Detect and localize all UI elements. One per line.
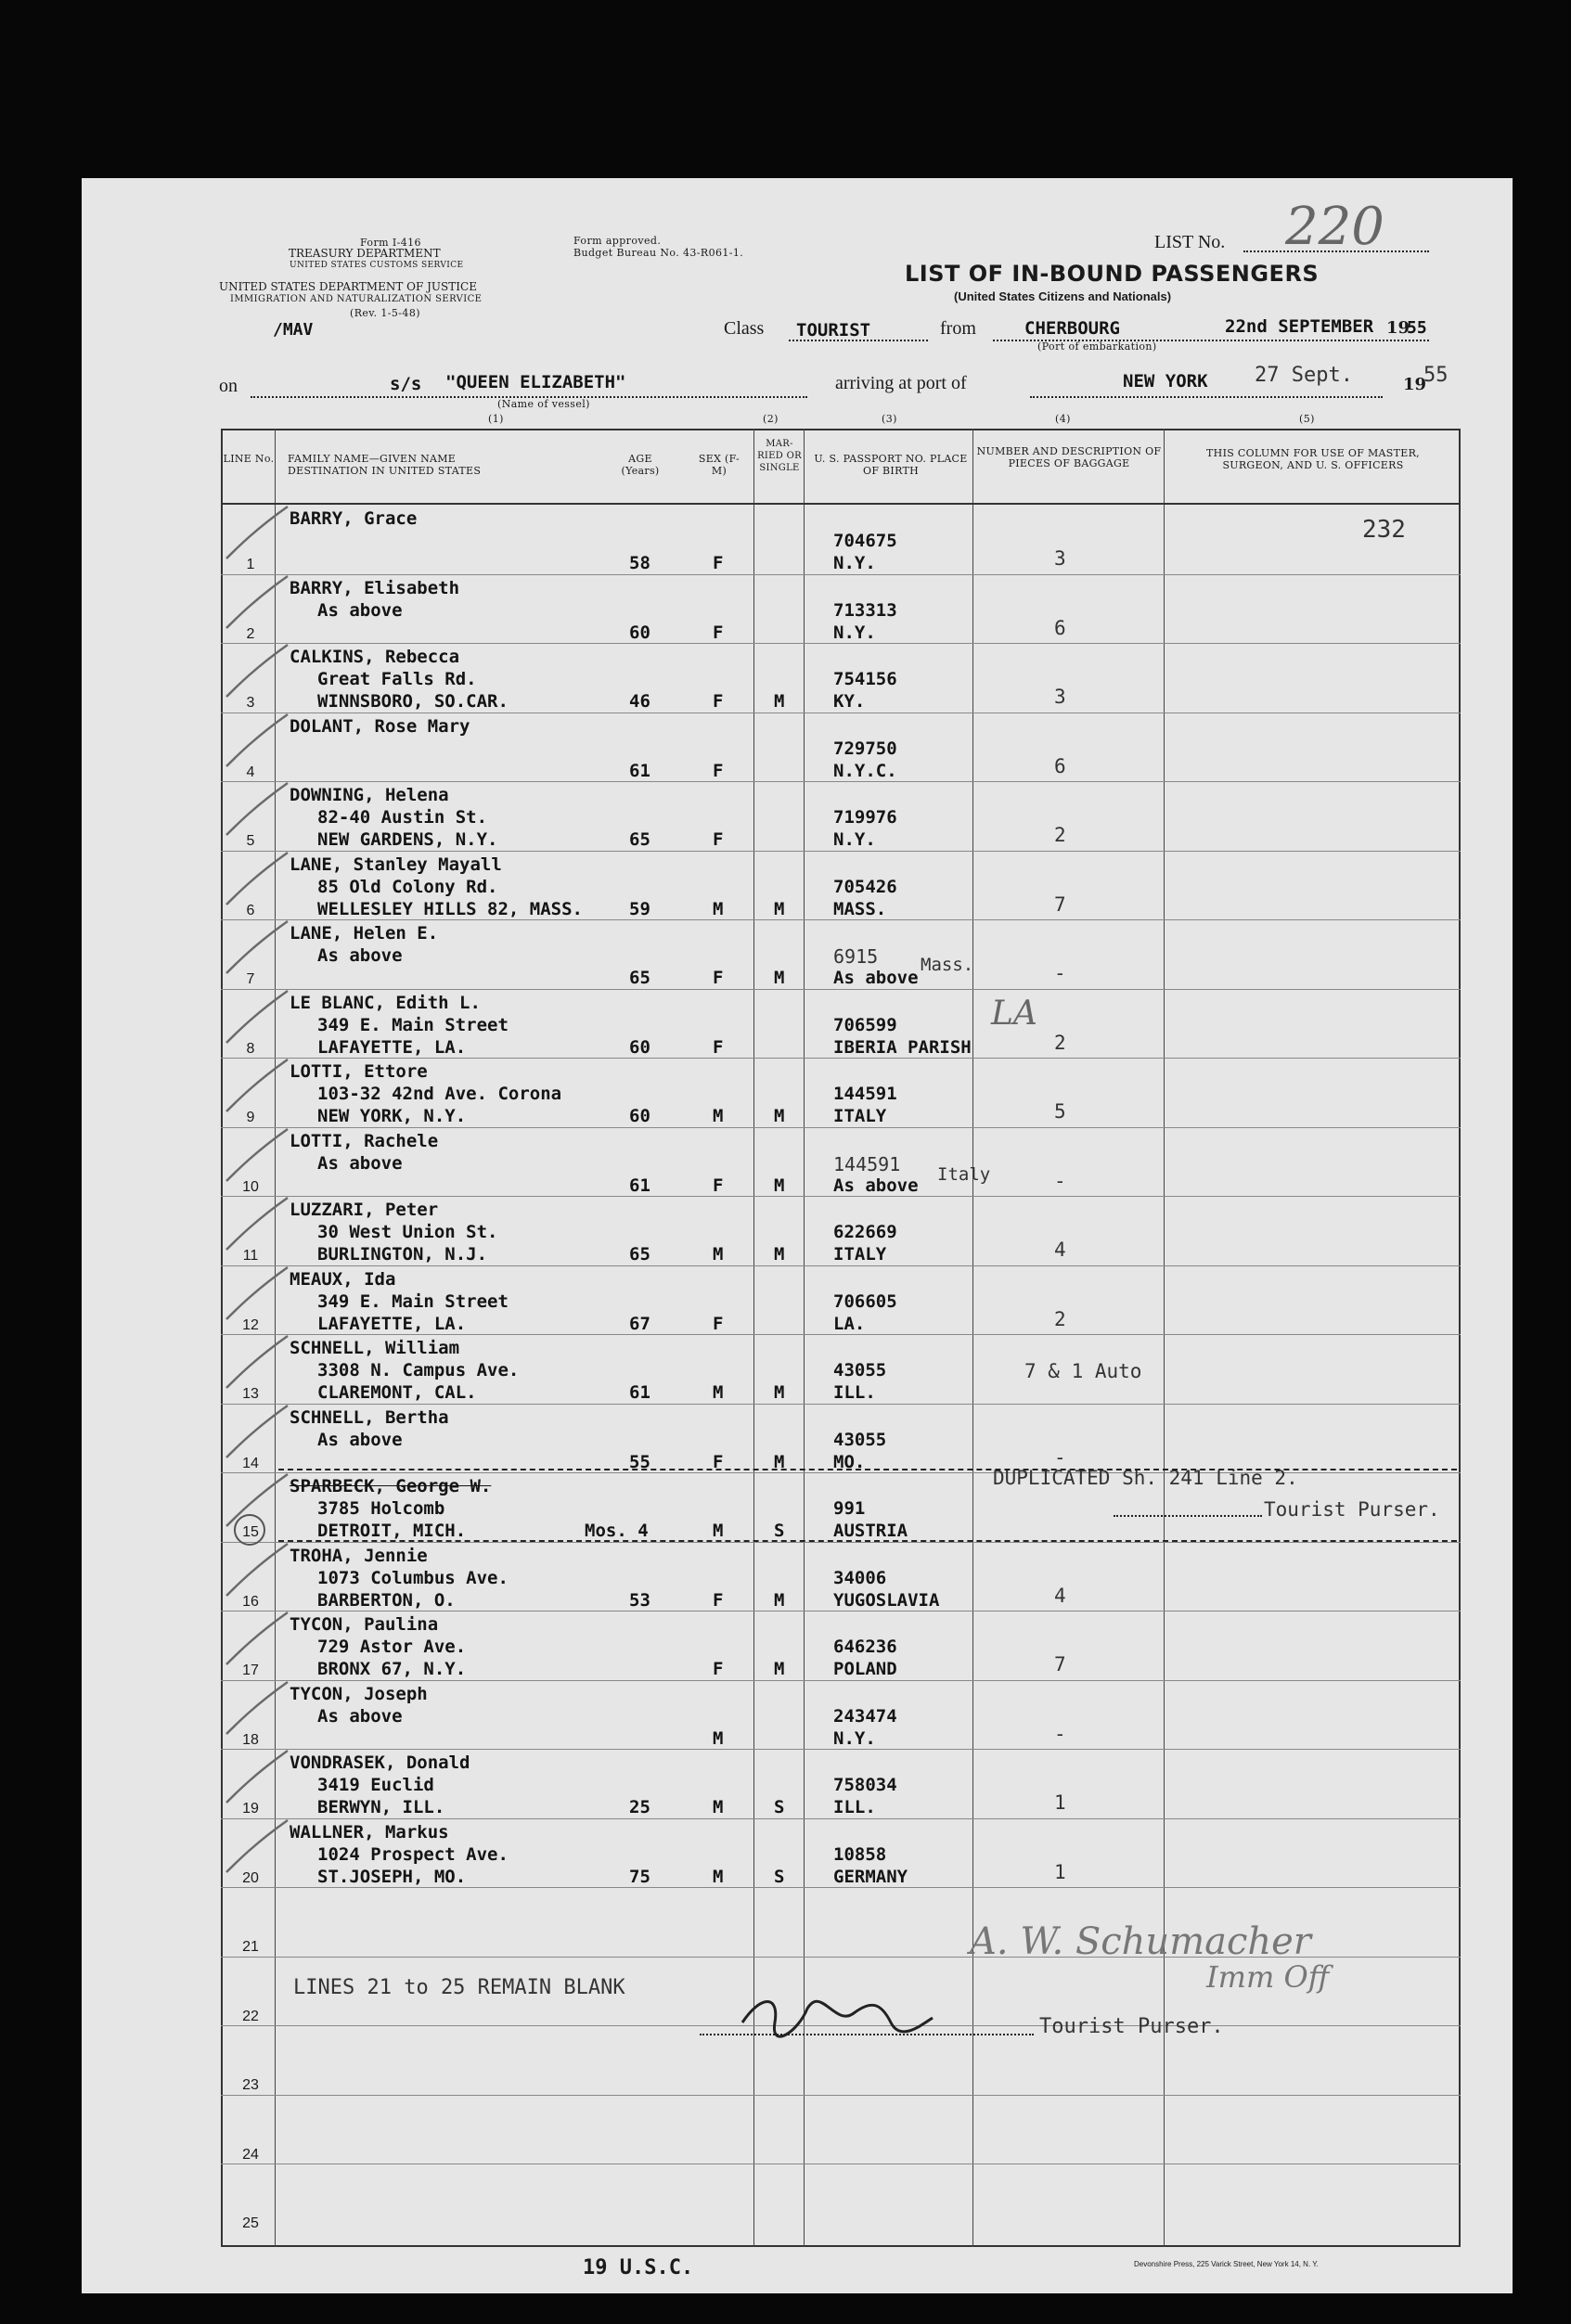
age-value: 59 (629, 898, 650, 919)
marital-status: M (774, 1244, 785, 1265)
marital-status: M (774, 1451, 785, 1472)
check-mark (219, 985, 293, 1050)
purser-label: Tourist Purser. (1039, 2015, 1224, 2038)
colnum-3: (3) (882, 413, 897, 425)
row-rule (221, 1542, 1461, 1543)
header-married: MAR- RIED OR SINGLE (757, 439, 802, 473)
check-mark (219, 1538, 293, 1603)
place-of-birth: GERMANY (833, 1866, 908, 1887)
place-of-birth: As above (833, 1175, 919, 1196)
arrival-year-printed: 19 (1403, 375, 1427, 394)
place-of-birth: MO. (833, 1451, 866, 1472)
arrival-line (1030, 396, 1383, 398)
check-mark (219, 501, 293, 566)
passenger-name: SCHNELL, William (290, 1338, 460, 1358)
check-mark (219, 1262, 293, 1327)
passenger-name: LANE, Helen E. (290, 923, 439, 944)
line-number: 24 (242, 2146, 259, 2163)
age-value: 58 (629, 553, 650, 573)
line-number: 3 (246, 695, 255, 711)
passenger-address: 103-32 42nd Ave. Corona (317, 1084, 562, 1104)
mav-mark: /MAV (273, 320, 314, 340)
sex-value: F (713, 1589, 724, 1611)
check-mark (219, 1607, 293, 1672)
check-mark (219, 916, 293, 981)
sex-value: F (713, 1313, 724, 1334)
sex-value: M (713, 1382, 724, 1403)
passport-number: 991 (833, 1498, 866, 1519)
from-value: CHERBOURG (1024, 318, 1120, 339)
arrival-date: 27 Sept. (1255, 364, 1353, 387)
place-of-birth: N.Y. (833, 1727, 876, 1749)
passenger-name: BARRY, Elisabeth (290, 577, 460, 598)
line-number: 22 (242, 2008, 259, 2024)
passenger-city: NEW GARDENS, N.Y. (317, 829, 498, 850)
age-value: 46 (629, 691, 650, 712)
marital-status: M (774, 1659, 785, 1679)
baggage-count: - (1054, 962, 1066, 984)
passenger-address: 1073 Columbus Ave. (317, 1567, 509, 1588)
sex-value: F (713, 760, 724, 781)
passenger-address: 3308 N. Campus Ave. (317, 1360, 520, 1380)
row-rule (221, 1818, 1461, 1819)
on-label: on (219, 376, 238, 396)
sex-value: F (713, 1036, 724, 1058)
passenger-city: WELLESLEY HILLS 82, MASS. (317, 898, 583, 919)
check-mark (219, 1400, 293, 1465)
age-value: 65 (629, 968, 650, 988)
vessel-caption: (Name of vessel) (497, 398, 590, 410)
line-number: 6 (246, 902, 255, 918)
class-value: TOURIST (796, 320, 871, 340)
passenger-city: BRONX 67, N.Y. (317, 1659, 467, 1679)
marital-status: S (774, 1866, 785, 1887)
passenger-city: BARBERTON, O. (317, 1589, 456, 1611)
baggage-count: 1 (1054, 1860, 1066, 1883)
sex-value: M (713, 1106, 724, 1126)
line-number: 5 (246, 833, 255, 849)
baggage-count: 6 (1054, 754, 1066, 777)
check-mark (219, 1123, 293, 1188)
place-of-birth: LA. (833, 1313, 866, 1334)
age-value: 60 (629, 1106, 650, 1126)
sex-value: F (713, 1175, 724, 1196)
arriving-label: arriving at port of (835, 373, 967, 393)
passenger-address: 85 Old Colony Rd. (317, 876, 498, 897)
line-number: 15 (242, 1524, 259, 1540)
baggage-count: 2 (1054, 1307, 1066, 1330)
place-of-birth: ITALY (833, 1106, 887, 1126)
place-of-birth: ILL. (833, 1382, 876, 1403)
page-title: LIST OF IN-BOUND PASSENGERS (905, 261, 1320, 287)
arrival-port: NEW YORK (1123, 371, 1208, 392)
justice-label: UNITED STATES DEPARTMENT OF JUSTICE (219, 280, 477, 293)
age-value: 67 (629, 1313, 650, 1334)
cancel-divider (278, 1469, 1457, 1470)
passport-number: 10858 (833, 1843, 887, 1865)
header-rule (221, 503, 1461, 505)
line-number: 18 (242, 1731, 259, 1748)
row-rule (221, 1196, 1461, 1197)
ins-label: IMMIGRATION AND NATURALIZATION SERVICE (230, 294, 483, 304)
handwritten-note: Italy (937, 1163, 991, 1185)
colnum-2: (2) (763, 413, 779, 425)
marital-status: M (774, 1382, 785, 1403)
line-number: 21 (242, 1939, 259, 1955)
row-rule (221, 781, 1461, 782)
check-mark (219, 777, 293, 842)
passenger-name: LE BLANC, Edith L. (290, 992, 481, 1013)
passport-number: 144591 (833, 1084, 897, 1104)
header-age: AGE (Years) (621, 453, 660, 477)
date-value: 22nd SEPTEMBER (1225, 316, 1374, 337)
marital-status: M (774, 898, 785, 919)
sex-value: F (713, 1659, 724, 1679)
passport-number: 706605 (833, 1290, 897, 1312)
customs-label: UNITED STATES CUSTOMS SERVICE (290, 261, 464, 270)
row-rule (221, 989, 1461, 990)
remain-blank-note: LINES 21 to 25 REMAIN BLANK (293, 1976, 625, 1999)
check-mark (219, 709, 293, 774)
year-printed: 19 (1386, 318, 1410, 338)
baggage-count: 6 (1054, 616, 1066, 639)
check-mark (219, 639, 293, 704)
handwritten-note: Mass. (921, 955, 974, 975)
passport-number: 34006 (833, 1567, 887, 1588)
check-mark (219, 1192, 293, 1257)
check-mark (219, 1815, 293, 1880)
place-of-birth: AUSTRIA (833, 1521, 908, 1541)
cancel-divider (278, 1540, 1457, 1542)
treasury-label: TREASURY DEPARTMENT (289, 247, 441, 260)
approved-label: Form approved. (573, 235, 662, 247)
handwritten-note: LA (991, 994, 1037, 1033)
age-value: 53 (629, 1589, 650, 1611)
passenger-name: LOTTI, Ettore (290, 1061, 428, 1082)
passport-number: 719976 (833, 807, 897, 828)
place-of-birth: As above (833, 968, 919, 988)
duplicated-purser: Tourist Purser. (1264, 1498, 1440, 1521)
baggage-count: 2 (1054, 1031, 1066, 1054)
passenger-address: As above (317, 1152, 403, 1174)
line-number: 4 (246, 764, 255, 780)
age-value: 65 (629, 829, 650, 850)
sex-value: M (713, 898, 724, 919)
passport-number: 706599 (833, 1014, 897, 1035)
age-value: 61 (629, 1382, 650, 1403)
sex-value: M (713, 1244, 724, 1265)
passenger-name: TROHA, Jennie (290, 1545, 428, 1566)
passport-number: 705426 (833, 876, 897, 897)
sex-value: M (713, 1797, 724, 1817)
header-baggage: NUMBER AND DESCRIPTION OF PIECES OF BAGGAGE (976, 445, 1162, 469)
baggage-count: - (1054, 1722, 1066, 1745)
sex-value: M (713, 1521, 724, 1541)
passenger-name: SCHNELL, Bertha (290, 1406, 449, 1428)
page-subtitle: (United States Citizens and Nationals) (954, 289, 1172, 303)
passenger-name: CALKINS, Rebecca (290, 647, 460, 667)
baggage-count: 3 (1054, 547, 1066, 570)
passenger-city: NEW YORK, N.Y. (317, 1106, 467, 1126)
printer-credit: Devonshire Press, 225 Varick Street, New York 14, N. Y. (1134, 2260, 1319, 2268)
passport-number: 144591 (833, 1152, 901, 1175)
age-value: 61 (629, 760, 650, 781)
place-of-birth: MASS. (833, 898, 887, 919)
sex-value: M (713, 1727, 724, 1749)
duplicated-line (1114, 1515, 1262, 1517)
colnum-4: (4) (1055, 413, 1071, 425)
colnum-5: (5) (1299, 413, 1315, 425)
place-of-birth: KY. (833, 691, 866, 712)
row-rule (221, 1887, 1461, 1888)
purser-signature (733, 1985, 937, 2041)
arrival-year: 55 (1423, 364, 1449, 387)
passenger-name: LANE, Stanley Mayall (290, 854, 502, 875)
place-of-birth: YUGOSLAVIA (833, 1589, 940, 1611)
list-no-label: LIST No. (1154, 232, 1226, 252)
passenger-name: BARRY, Grace (290, 508, 418, 529)
baggage-count: 7 (1054, 892, 1066, 916)
passenger-name: TYCON, Joseph (290, 1683, 428, 1704)
passenger-city: BURLINGTON, N.J. (317, 1244, 488, 1265)
passenger-address: 349 E. Main Street (317, 1014, 509, 1035)
place-of-birth: ILL. (833, 1797, 876, 1817)
place-of-birth: N.Y. (833, 553, 876, 573)
header-name: FAMILY NAME—GIVEN NAME DESTINATION IN UNITED STATES (288, 453, 482, 477)
ss-label: s/s (390, 374, 422, 394)
check-mark (219, 847, 293, 912)
line-number: 12 (242, 1316, 259, 1333)
line-number: 23 (242, 2077, 259, 2093)
age-value: Mos. 4 (585, 1521, 649, 1541)
line-number: 7 (246, 971, 255, 987)
list-no-value: 220 (1285, 197, 1384, 257)
check-mark (219, 571, 293, 636)
marital-status: M (774, 691, 785, 712)
year-value: 55 (1407, 318, 1427, 338)
passenger-address: 729 Astor Ave. (317, 1637, 467, 1657)
passenger-city: LAFAYETTE, LA. (317, 1036, 467, 1058)
passenger-address: As above (317, 945, 403, 966)
passport-number: 704675 (833, 531, 897, 551)
line-number: 13 (242, 1386, 259, 1402)
sex-value: F (713, 553, 724, 573)
row-rule (221, 851, 1461, 852)
col-divider (972, 429, 973, 2247)
row-rule (221, 2095, 1461, 2096)
line-number: 9 (246, 1110, 255, 1125)
line-number: 8 (246, 1040, 255, 1057)
col-divider (804, 429, 805, 2247)
age-value: 60 (629, 1036, 650, 1058)
baggage-count: 2 (1054, 824, 1066, 846)
row-rule (221, 1058, 1461, 1059)
age-value: 55 (629, 1451, 650, 1472)
passport-number: 754156 (833, 669, 897, 689)
header-line-no: LINE No. (223, 453, 275, 465)
row-rule (221, 919, 1461, 920)
header-sex: SEX (F-M) (698, 453, 740, 477)
row-rule (221, 1749, 1461, 1750)
passenger-address: 3785 Holcomb (317, 1498, 445, 1519)
baggage-count: 5 (1054, 1100, 1066, 1123)
baggage-count: - (1054, 1445, 1066, 1469)
budget-label: Budget Bureau No. 43-R061-1. (573, 247, 744, 259)
marital-status: S (774, 1521, 785, 1541)
passenger-name: VONDRASEK, Donald (290, 1753, 470, 1773)
baggage-count: 1 (1054, 1791, 1066, 1814)
passenger-address: 3419 Euclid (317, 1775, 434, 1795)
passport-number: 758034 (833, 1775, 897, 1795)
sex-value: F (713, 968, 724, 988)
sex-value: F (713, 622, 724, 643)
check-mark (219, 1054, 293, 1119)
header-officers: THIS COLUMN FOR USE OF MASTER, SURGEON, AND U. S. OFFICERS (1206, 447, 1420, 471)
row-rule (221, 1334, 1461, 1335)
baggage-count: 7 & 1 Auto (1024, 1360, 1142, 1382)
baggage-count: - (1054, 1169, 1066, 1192)
colnum-1: (1) (488, 413, 504, 425)
line-number: 14 (242, 1455, 259, 1471)
passport-number: 243474 (833, 1705, 897, 1727)
line-number: 19 (242, 1801, 259, 1817)
passenger-name: SPARBECK, George W. (290, 1476, 492, 1496)
passport-number: 713313 (833, 599, 897, 621)
form-number: Form I-416 (360, 237, 421, 249)
place-of-birth: ITALY (833, 1244, 887, 1265)
place-of-birth: IBERIA PARISH (833, 1036, 972, 1058)
age-value: 75 (629, 1866, 650, 1887)
sex-value: F (713, 1451, 724, 1472)
usc-footer: 19 U.S.C. (583, 2256, 694, 2279)
passenger-address: As above (317, 1705, 403, 1727)
col-divider (1164, 429, 1165, 2247)
passport-number: 43055 (833, 1429, 887, 1450)
place-of-birth: POLAND (833, 1659, 897, 1679)
passenger-city: WINNSBORO, SO.CAR. (317, 691, 509, 712)
line-number: 10 (242, 1178, 259, 1195)
passenger-name: WALLNER, Markus (290, 1821, 449, 1843)
passport-number: 729750 (833, 738, 897, 759)
line-number: 11 (242, 1248, 259, 1264)
passenger-name: LUZZARI, Peter (290, 1200, 439, 1220)
row-rule (221, 574, 1461, 575)
age-value: 65 (629, 1244, 650, 1265)
check-mark (219, 1676, 293, 1741)
marital-status: M (774, 1106, 785, 1126)
passenger-city: LAFAYETTE, LA. (317, 1313, 467, 1334)
marital-status: M (774, 1175, 785, 1196)
passenger-city: DETROIT, MICH. (317, 1521, 467, 1541)
row-rule (221, 1265, 1461, 1266)
vessel-name: "QUEEN ELIZABETH" (445, 372, 626, 392)
age-value: 25 (629, 1797, 650, 1817)
passenger-name: DOWNING, Helena (290, 785, 449, 805)
line-number: 1 (246, 557, 255, 572)
passenger-address: Great Falls Rd. (317, 669, 477, 689)
place-of-birth: N.Y.C. (833, 760, 897, 781)
port-caption: (Port of embarkation) (1037, 340, 1157, 353)
line-number: 2 (246, 625, 255, 642)
passenger-name: LOTTI, Rachele (290, 1130, 439, 1151)
marital-status: M (774, 1589, 785, 1611)
baggage-count: 3 (1054, 686, 1066, 708)
passport-number: 6915 (833, 945, 879, 968)
line-number: 20 (242, 1869, 259, 1886)
sex-value: F (713, 691, 724, 712)
marital-status: M (774, 968, 785, 988)
passenger-address: As above (317, 1429, 403, 1450)
check-mark (219, 1330, 293, 1395)
passenger-address: As above (317, 599, 403, 621)
passenger-address: 82-40 Austin St. (317, 807, 488, 828)
passenger-city: ST.JOSEPH, MO. (317, 1866, 467, 1887)
place-of-birth: N.Y. (833, 622, 876, 643)
line-number: 25 (242, 2215, 259, 2231)
passenger-address: 349 E. Main Street (317, 1290, 509, 1312)
duplicated-note: DUPLICATED Sh. 241 Line 2. (993, 1467, 1298, 1489)
class-label: Class (724, 318, 765, 339)
passenger-city: CLAREMONT, CAL. (317, 1382, 477, 1403)
passenger-address: 1024 Prospect Ave. (317, 1843, 509, 1865)
baggage-count: 4 (1054, 1239, 1066, 1261)
age-value: 60 (629, 622, 650, 643)
passport-number: 646236 (833, 1637, 897, 1657)
place-of-birth: N.Y. (833, 829, 876, 850)
line-number: 16 (242, 1593, 259, 1610)
passenger-address: 30 West Union St. (317, 1222, 498, 1242)
col-divider (753, 429, 754, 2247)
age-value: 61 (629, 1175, 650, 1196)
officer-signature: A. W. Schumacher (970, 1920, 1311, 1963)
marital-status: S (774, 1797, 785, 1817)
passenger-name: DOLANT, Rose Mary (290, 715, 470, 737)
passenger-name: TYCON, Paulina (290, 1614, 439, 1635)
passport-number: 622669 (833, 1222, 897, 1242)
check-mark (219, 1745, 293, 1810)
officer-note: 232 (1362, 516, 1406, 544)
row-rule (221, 1404, 1461, 1405)
rev-label: (Rev. 1-5-48) (350, 307, 420, 319)
from-label: from (940, 318, 976, 339)
row-rule (221, 1127, 1461, 1128)
row-rule (221, 643, 1461, 644)
sex-value: M (713, 1866, 724, 1887)
line-number: 17 (242, 1663, 259, 1678)
baggage-count: 7 (1054, 1653, 1066, 1676)
passport-number: 43055 (833, 1360, 887, 1380)
officer-title: Imm Off (1206, 1959, 1330, 1995)
row-rule (221, 1680, 1461, 1681)
passenger-name: MEAUX, Ida (290, 1268, 396, 1290)
baggage-count: 4 (1054, 1584, 1066, 1607)
sex-value: F (713, 829, 724, 850)
header-passport: U. S. PASSPORT NO. PLACE OF BIRTH (814, 453, 968, 477)
passenger-city: BERWYN, ILL. (317, 1797, 445, 1817)
